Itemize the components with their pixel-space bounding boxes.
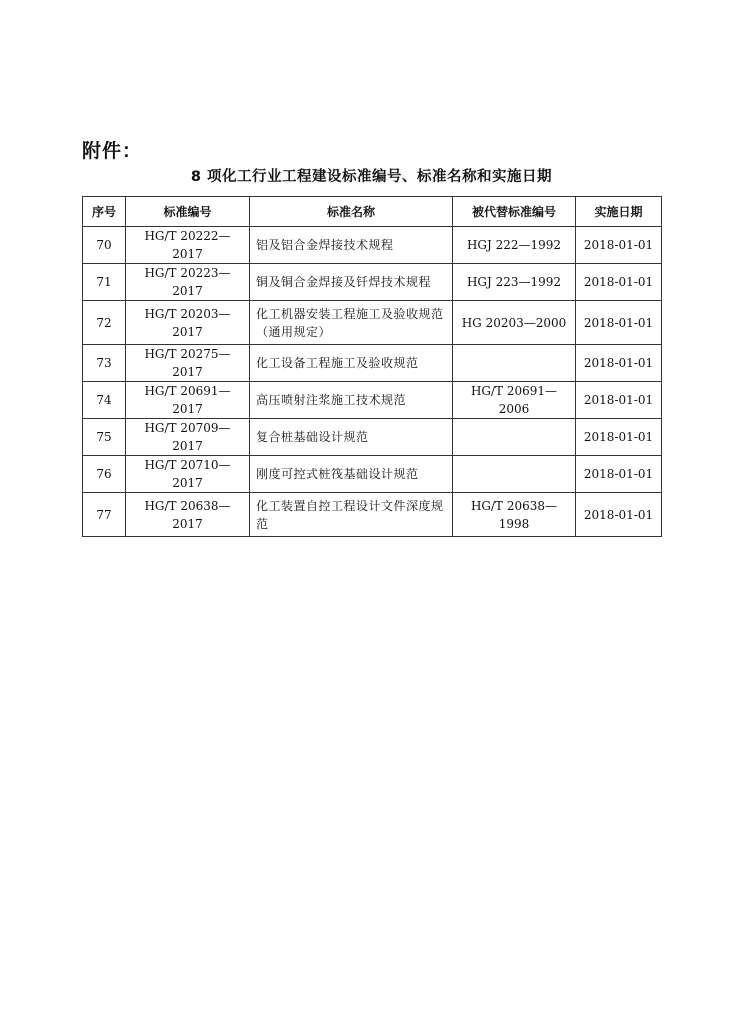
standard-code-cell: HG/T 20203—2017: [126, 301, 250, 345]
serial-number-cell: 74: [83, 382, 126, 419]
replaced-code-cell: HGJ 222—1992: [453, 227, 576, 264]
standard-code-cell: HG/T 20223—2017: [126, 264, 250, 301]
header-standard-code: 标准编号: [126, 197, 250, 227]
effective-date-cell: 2018-01-01: [576, 493, 662, 537]
effective-date-cell: 2018-01-01: [576, 456, 662, 493]
effective-date-cell: 2018-01-01: [576, 227, 662, 264]
replaced-code-cell: [453, 419, 576, 456]
standard-code-cell: HG/T 20710—2017: [126, 456, 250, 493]
header-replaced-code: 被代替标准编号: [453, 197, 576, 227]
table-row: [83, 227, 662, 264]
effective-date-cell: 2018-01-01: [576, 382, 662, 419]
standard-name-cell: 化工机器安装工程施工及验收规范（通用规定）: [250, 301, 453, 345]
standard-code-cell: HG/T 20638—2017: [126, 493, 250, 537]
header-standard-name: 标准名称: [250, 197, 453, 227]
effective-date-cell: 2018-01-01: [576, 264, 662, 301]
document-title: 8 项化工行业工程建设标准编号、标准名称和实施日期: [190, 169, 553, 185]
replaced-code-cell: [453, 456, 576, 493]
standard-name-cell: 铝及铝合金焊接技术规程: [250, 227, 453, 264]
header-serial-number: 序号: [83, 197, 126, 227]
table-header-row: [83, 197, 662, 227]
table-row: [83, 456, 662, 493]
serial-number-cell: 71: [83, 264, 126, 301]
replaced-code-cell: HG/T 20638—1998: [453, 493, 576, 537]
standard-code-cell: HG/T 20222—2017: [126, 227, 250, 264]
replaced-code-cell: HG/T 20691—2006: [453, 382, 576, 419]
standard-name-cell: 铜及铜合金焊接及钎焊技术规程: [250, 264, 453, 301]
table-row: [83, 264, 662, 301]
effective-date-cell: 2018-01-01: [576, 301, 662, 345]
replaced-code-cell: [453, 345, 576, 382]
serial-number-cell: 73: [83, 345, 126, 382]
standard-name-cell: 高压喷射注浆施工技术规范: [250, 382, 453, 419]
replaced-code-cell: HG 20203—2000: [453, 301, 576, 345]
standard-name-cell: 复合桩基础设计规范: [250, 419, 453, 456]
table-row: [83, 345, 662, 382]
effective-date-cell: 2018-01-01: [576, 419, 662, 456]
serial-number-cell: 77: [83, 493, 126, 537]
serial-number-cell: 70: [83, 227, 126, 264]
replaced-code-cell: HGJ 223—1992: [453, 264, 576, 301]
standard-code-cell: HG/T 20709—2017: [126, 419, 250, 456]
table-row: [83, 493, 662, 537]
header-effective-date: 实施日期: [576, 197, 662, 227]
standard-name-cell: 刚度可控式桩筏基础设计规范: [250, 456, 453, 493]
effective-date-cell: 2018-01-01: [576, 345, 662, 382]
table-row: [83, 382, 662, 419]
standard-code-cell: HG/T 20275—2017: [126, 345, 250, 382]
standards-table: [82, 196, 662, 537]
serial-number-cell: 75: [83, 419, 126, 456]
standard-code-cell: HG/T 20691—2017: [126, 382, 250, 419]
standard-name-cell: 化工装置自控工程设计文件深度规范: [250, 493, 453, 537]
table-row: [83, 419, 662, 456]
serial-number-cell: 76: [83, 456, 126, 493]
standard-name-cell: 化工设备工程施工及验收规范: [250, 345, 453, 382]
table-row: [83, 301, 662, 345]
attachment-label: 附件：: [82, 140, 143, 162]
serial-number-cell: 72: [83, 301, 126, 345]
